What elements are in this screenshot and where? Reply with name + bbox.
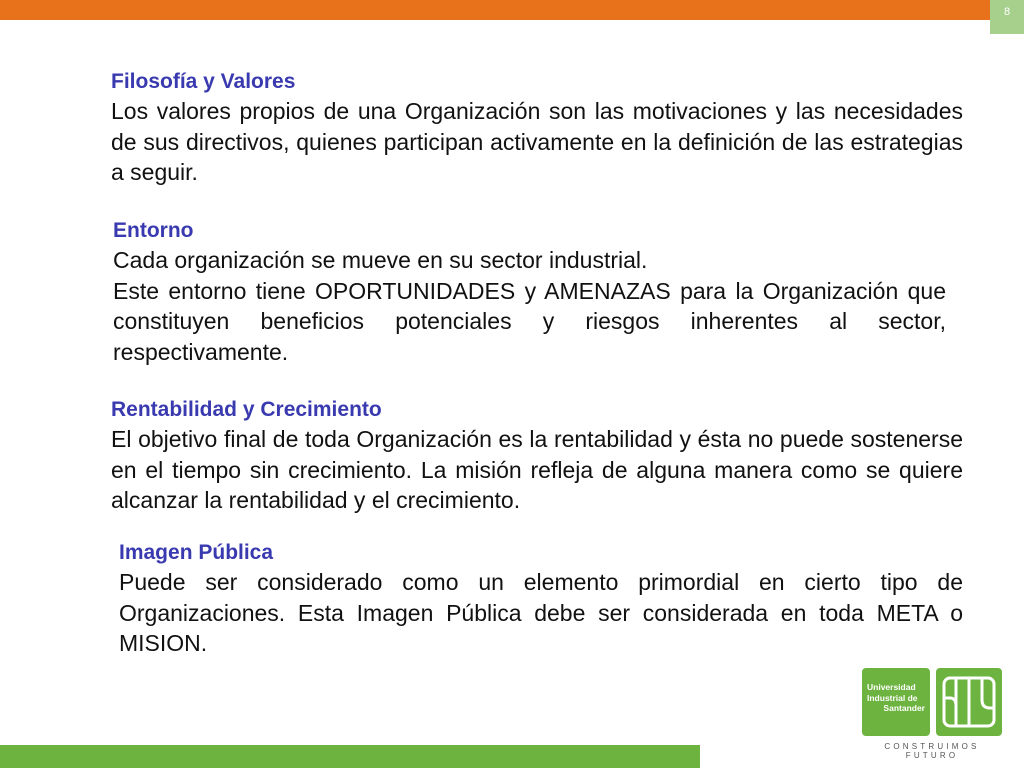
logo-wordmark <box>862 668 930 736</box>
section-imagen-publica <box>119 539 963 659</box>
university-logo <box>862 668 1002 758</box>
page-number: 8 <box>990 0 1024 34</box>
bottom-accent-bar <box>0 745 700 768</box>
section-heading: Rentabilidad y Crecimiento <box>111 398 382 421</box>
logo-line: Industrial de <box>867 692 918 703</box>
section-paragraph: El objetivo final de toda Organización es la rentabilidad y ésta no puede sostenerse en el tiempo sin crecimiento. La misión refleja de alguna manera como se quiere alcanzar la rentabilidad y el crecimiento. <box>111 426 963 513</box>
logo-motto: CONSTRUIMOS FUTURO <box>884 742 980 760</box>
section-heading: Imagen Pública <box>119 541 274 564</box>
section-filosofia <box>111 68 963 188</box>
uis-emblem-icon <box>936 668 1002 736</box>
section-paragraph: Este entorno tiene OPORTUNIDADES y AMENAZAS para la Organización que constituyen beneficios potenciales y riesgos inherentes al sector, respectivamente. <box>113 277 946 365</box>
section-paragraph: Puede ser considerado como un elemento primordial en cierto tipo de Organizaciones. Esta Imagen Pública debe ser considerada en toda META o MISION. <box>119 569 963 656</box>
section-heading: Filosofía y Valores <box>111 70 296 93</box>
top-accent-bar <box>0 0 990 20</box>
section-entorno <box>113 217 946 367</box>
logo-line: Santander <box>883 703 925 713</box>
section-paragraph: Cada organización se mueve en su sector industrial. <box>113 247 648 273</box>
section-rentabilidad <box>111 396 963 516</box>
section-paragraph: Los valores propios de una Organización son las motivaciones y las necesidades de sus directivos, quienes participan activamente en la definición de las estrategias a seguir. <box>111 98 963 185</box>
logo-line: Universidad <box>867 682 916 692</box>
section-heading: Entorno <box>113 219 194 242</box>
